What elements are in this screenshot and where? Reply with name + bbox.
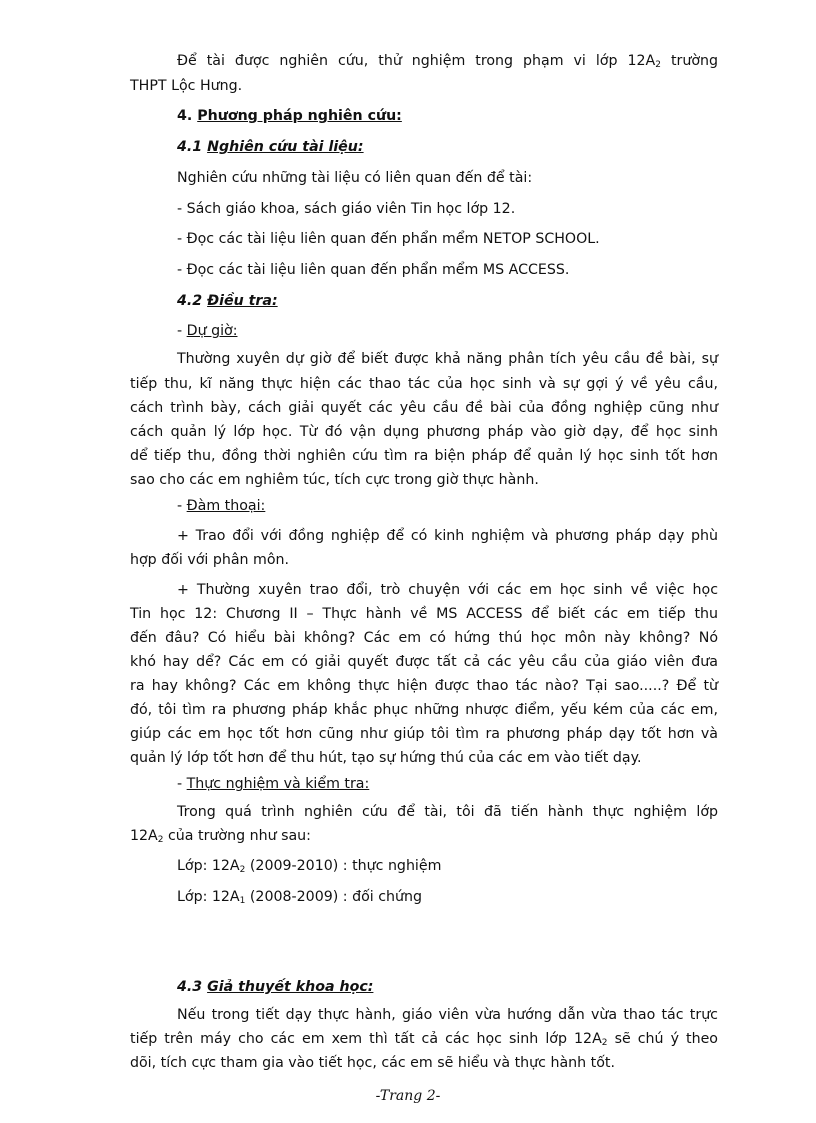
- subsection-number: 4.2: [177, 293, 203, 309]
- text: (2008-2009) : đối chứng: [245, 889, 423, 905]
- subsection-title: Điều tra:: [207, 293, 278, 309]
- paragraph-line: ra hay không? Các em không thực hiện được thao tác nào? Tại sao.....? Để từ: [130, 678, 718, 694]
- subsection-title: Giả thuyết khoa học:: [207, 979, 374, 995]
- list-item: - Đọc các tài liệu liên quan đến phẩn mểm NETOP SCHOOL.: [177, 231, 600, 247]
- text: tiếp trên máy cho các em xem thì tất cả các học sinh lớp 12A: [130, 1031, 602, 1047]
- paragraph-line: + Thường xuyên trao đổi, trò chuyện với các em học sinh về việc học: [177, 582, 718, 598]
- paragraph-line: Nếu trong tiết dạy thực hành, giáo viên vừa hướng dẫn vừa thao tác trực: [177, 1007, 718, 1023]
- text: trường: [660, 53, 719, 69]
- text: 12A: [130, 828, 158, 844]
- paragraph-line: dể tiếp thu, đồng thời nghiên cứu tìm ra biện pháp để quản lý học sinh tốt hơn: [130, 448, 718, 464]
- subsection-title: Nghiên cứu tài liệu:: [207, 139, 364, 155]
- text: của trường như sau:: [163, 828, 311, 844]
- dash: -: [177, 498, 187, 514]
- paragraph-line: dõi, tích cực tham gia vào tiết học, các em sẽ hiểu và thực hành tốt.: [130, 1055, 615, 1071]
- page-number-footer: -Trang 2-: [375, 1088, 441, 1104]
- subscript: 2: [239, 865, 246, 875]
- subsection-number: 4.3: [177, 979, 203, 995]
- subscript: 2: [655, 60, 661, 70]
- paragraph-line: quản lý lớp tốt hơn để thu hút, tạo sự hứng thú của các em vào tiết dạy.: [130, 750, 642, 766]
- paragraph-line: Thường xuyên dự giờ để biết được khả năng phân tích yêu cầu đề bài, sự: [177, 351, 718, 367]
- paragraph-line: [130, 826, 718, 846]
- subscript: 2: [601, 1038, 608, 1048]
- subsection-heading: [177, 977, 718, 997]
- text: Lớp: 12A: [177, 858, 240, 874]
- subscript: 1: [239, 896, 246, 906]
- text: Để tài được nghiên cứu, thử nghiệm trong phạm vi lớp 12A: [177, 53, 656, 69]
- list-item: - Đọc các tài liệu liên quan đến phẩn mểm MS ACCESS.: [177, 262, 570, 278]
- section-number: 4.: [177, 108, 193, 124]
- sub-label: [177, 774, 718, 794]
- subsection-heading: [177, 137, 718, 157]
- paragraph-line: Trong quá trình nghiên cứu để tài, tôi đã tiến hành thực nghiệm lớp: [177, 804, 718, 820]
- paragraph-line: đó, tôi tìm ra phương pháp khắc phục những nhược điểm, yếu kém của các em,: [130, 702, 718, 718]
- list-item: - Sách giáo khoa, sách giáo viên Tin học lớp 12.: [177, 201, 516, 217]
- paragraph-line: giúp các em học tốt hơn cũng như giúp tôi tìm ra phương pháp dạy tốt hơn và: [130, 726, 718, 742]
- paragraph-line: Nghiên cứu những tài liệu có liên quan đến để tài:: [177, 170, 533, 186]
- dash: -: [177, 323, 187, 339]
- section-heading: [177, 106, 718, 126]
- paragraph-line: sao cho các em nghiêm túc, tích cực trong giờ thực hành.: [130, 472, 539, 488]
- paragraph-line: Tin học 12: Chương II – Thực hành về MS ACCESS để biết các em tiếp thu: [130, 606, 718, 622]
- class-line: [177, 887, 718, 907]
- dash: -: [177, 776, 187, 792]
- paragraph-line: khó hay dể? Các em có giải quyết được tất cả các yêu cầu của giáo viên đưa: [130, 654, 718, 670]
- label: Dự giờ:: [186, 323, 238, 339]
- text: Lớp: 12A: [177, 889, 240, 905]
- subsection-heading: [177, 291, 718, 311]
- subsection-number: 4.1: [177, 139, 203, 155]
- paragraph-line: tiếp thu, kĩ năng thực hiện các thao tác của học sinh và sự gợi ý về yêu cầu,: [130, 376, 718, 392]
- intro-line: [177, 51, 718, 71]
- label: Thực nghiệm và kiểm tra:: [186, 776, 370, 792]
- paragraph-line: cách quản lý lớp học. Từ đó vận dụng phương pháp vào giờ dạy, để học sinh: [130, 424, 718, 440]
- paragraph-line: hợp đối với phân môn.: [130, 552, 290, 568]
- intro-line: THPT Lộc Hưng.: [130, 78, 243, 94]
- class-line: [177, 856, 718, 876]
- text: (2009-2010) : thực nghiệm: [245, 858, 442, 874]
- paragraph-line: đến đâu? Có hiểu bài không? Các em có hứng thú học môn này không? Nó: [130, 630, 718, 646]
- paragraph-line: + Trao đổi với đồng nghiệp để có kinh nghiệm và phương pháp dạy phù: [177, 528, 718, 544]
- section-title: Phương pháp nghiên cứu:: [197, 108, 402, 124]
- paragraph-line: [130, 1029, 718, 1049]
- text: sẽ chú ý theo: [607, 1031, 718, 1047]
- sub-label: [177, 496, 718, 516]
- subscript: 2: [157, 835, 164, 845]
- label: Đàm thoại:: [186, 498, 266, 514]
- paragraph-line: cách trình bày, cách giải quyết các yêu cầu đề bài của đồng nghiệp cũng như: [130, 400, 718, 416]
- sub-label: [177, 321, 718, 341]
